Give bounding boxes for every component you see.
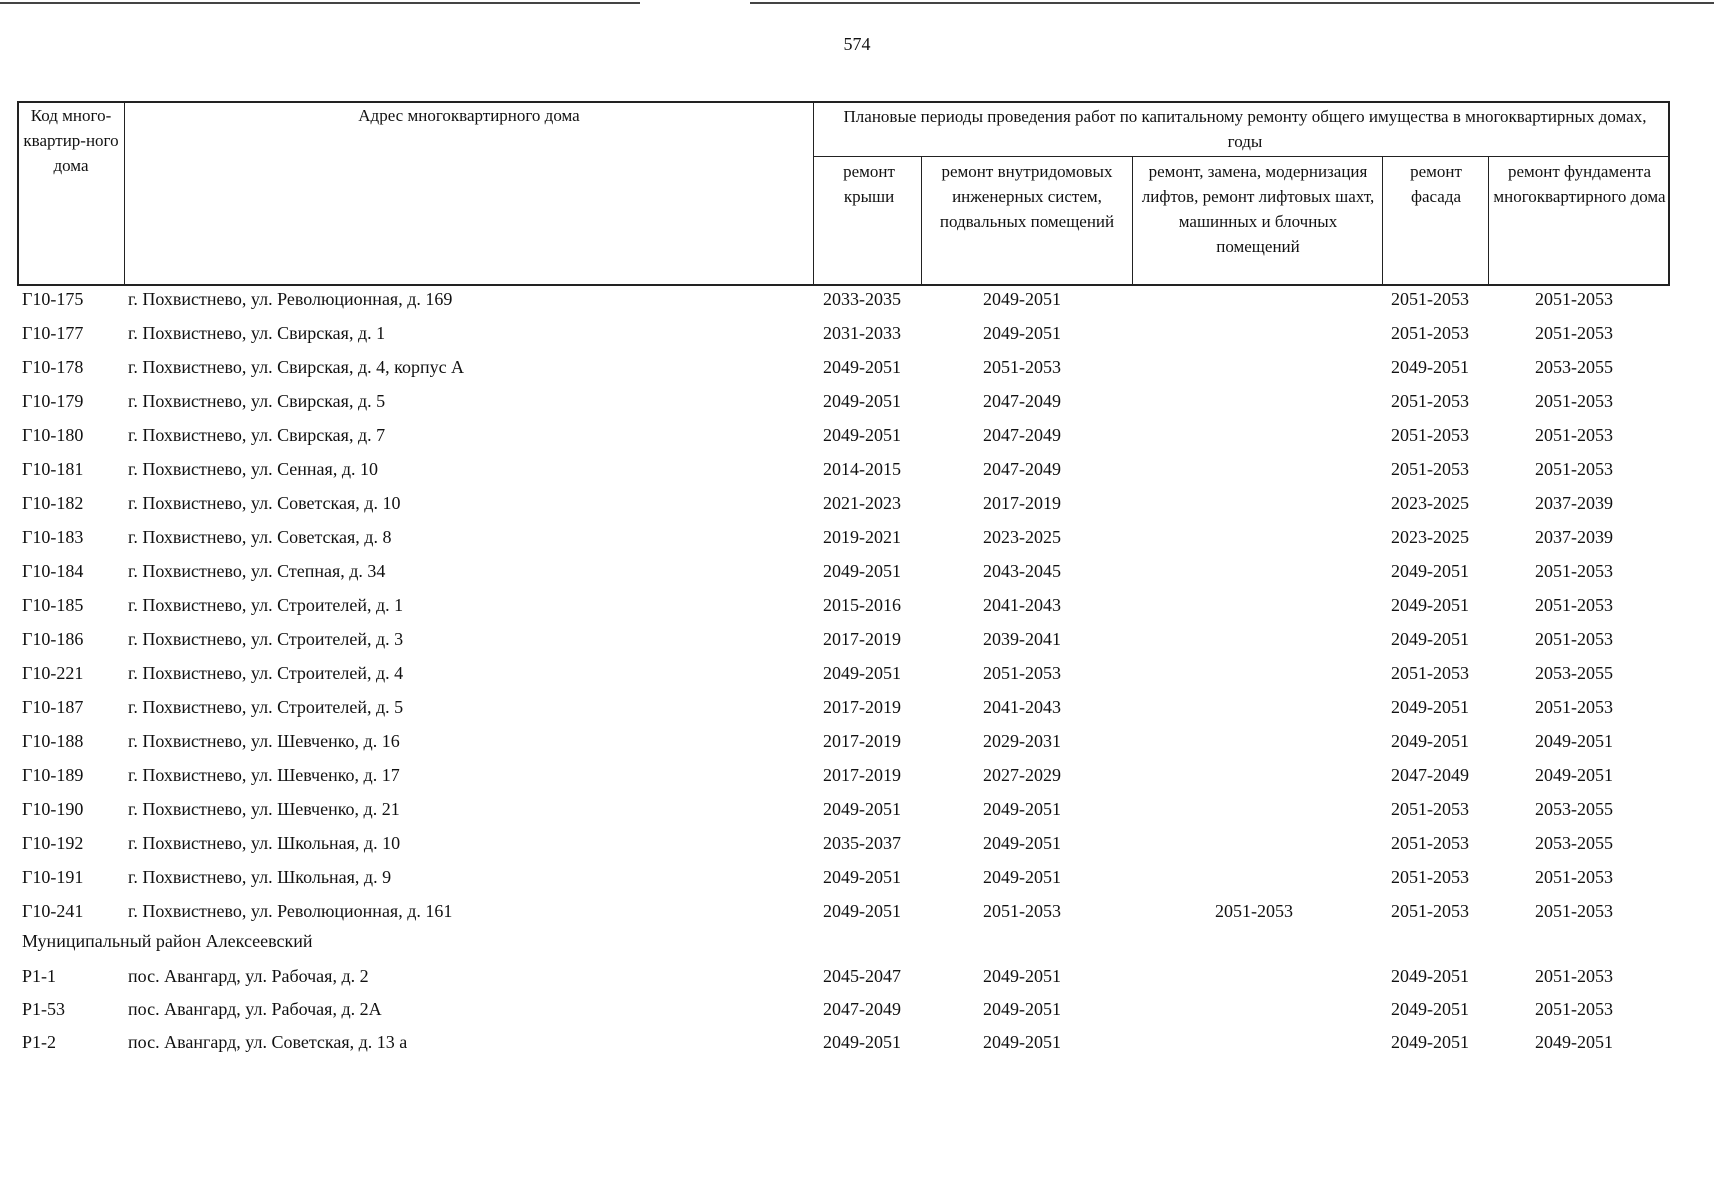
table-row <box>0 384 1714 418</box>
top-rule-right <box>750 2 1714 4</box>
cell-code: Г10-241 <box>22 901 84 921</box>
cell-roof: 2049-2051 <box>823 799 901 819</box>
table-row <box>0 622 1714 656</box>
cell-facade: 2051-2053 <box>1391 833 1469 853</box>
page-number: 574 <box>843 34 871 54</box>
cell-engineering: 2049-2051 <box>983 966 1061 986</box>
cell-engineering: 2049-2051 <box>983 799 1061 819</box>
table-row <box>0 959 1714 993</box>
cell-code: Г10-221 <box>22 663 84 683</box>
cell-roof: 2017-2019 <box>823 765 901 785</box>
cell-foundation: 2053-2055 <box>1535 833 1613 853</box>
cell-code: Г10-184 <box>22 561 84 581</box>
cell-roof: 2049-2051 <box>823 867 901 887</box>
cell-engineering: 2049-2051 <box>983 867 1061 887</box>
cell-engineering: 2047-2049 <box>983 425 1061 445</box>
cell-engineering: 2023-2025 <box>983 527 1061 547</box>
cell-address: г. Похвистнево, ул. Свирская, д. 1 <box>128 323 386 343</box>
cell-code: Г10-177 <box>22 323 84 343</box>
cell-foundation: 2051-2053 <box>1535 425 1613 445</box>
cell-facade: 2049-2051 <box>1391 629 1469 649</box>
cell-code: Г10-189 <box>22 765 84 785</box>
cell-foundation: 2051-2053 <box>1535 901 1613 921</box>
cell-foundation: 2049-2051 <box>1535 765 1613 785</box>
cell-facade: 2051-2053 <box>1391 289 1469 309</box>
cell-facade: 2047-2049 <box>1391 765 1469 785</box>
cell-address: г. Похвистнево, ул. Строителей, д. 4 <box>128 663 404 683</box>
table-row <box>0 520 1714 554</box>
cell-engineering: 2047-2049 <box>983 391 1061 411</box>
cell-roof: 2014-2015 <box>823 459 901 479</box>
cell-address: г. Похвистнево, ул. Степная, д. 34 <box>128 561 386 581</box>
cell-roof: 2049-2051 <box>823 901 901 921</box>
header-engineering: ремонт внутридомовых инженерных систем, подвальных помещений <box>939 162 1115 231</box>
cell-engineering: 2051-2053 <box>983 357 1061 377</box>
cell-address: г. Похвистнево, ул. Шевченко, д. 16 <box>128 731 400 751</box>
cell-roof: 2049-2051 <box>823 391 901 411</box>
cell-foundation: 2037-2039 <box>1535 527 1613 547</box>
cell-code: Г10-192 <box>22 833 84 853</box>
cell-code: Г10-188 <box>22 731 84 751</box>
cell-engineering: 2051-2053 <box>983 663 1061 683</box>
cell-roof: 2015-2016 <box>823 595 901 615</box>
cell-foundation: 2051-2053 <box>1535 999 1613 1019</box>
cell-code: Г10-190 <box>22 799 84 819</box>
header-lifts: ремонт, замена, модернизация лифтов, ремонт лифтовых шахт, машинных и блочных помещений <box>1141 162 1375 256</box>
cell-code: Г10-191 <box>22 867 84 887</box>
table-row <box>0 554 1714 588</box>
cell-engineering: 2041-2043 <box>983 595 1061 615</box>
cell-code: Г10-182 <box>22 493 84 513</box>
table-row <box>0 588 1714 622</box>
cell-foundation: 2051-2053 <box>1535 697 1613 717</box>
cell-roof: 2019-2021 <box>823 527 901 547</box>
cell-roof: 2017-2019 <box>823 731 901 751</box>
table-row <box>0 350 1714 384</box>
cell-code: Г10-179 <box>22 391 84 411</box>
cell-engineering: 2039-2041 <box>983 629 1061 649</box>
cell-foundation: 2049-2051 <box>1535 1032 1613 1052</box>
cell-roof: 2049-2051 <box>823 357 901 377</box>
cell-code: Г10-181 <box>22 459 84 479</box>
section-title: Муниципальный район Алексеевский <box>22 931 313 951</box>
table-row <box>0 992 1714 1026</box>
cell-facade: 2051-2053 <box>1391 799 1469 819</box>
cell-engineering: 2027-2029 <box>983 765 1061 785</box>
header-divider <box>813 101 814 286</box>
cell-facade: 2051-2053 <box>1391 901 1469 921</box>
cell-engineering: 2049-2051 <box>983 833 1061 853</box>
table-row <box>0 316 1714 350</box>
cell-engineering: 2017-2019 <box>983 493 1061 513</box>
cell-facade: 2051-2053 <box>1391 867 1469 887</box>
cell-facade: 2051-2053 <box>1391 391 1469 411</box>
table-row <box>0 792 1714 826</box>
cell-facade: 2049-2051 <box>1391 595 1469 615</box>
cell-engineering: 2043-2045 <box>983 561 1061 581</box>
cell-address: г. Похвистнево, ул. Строителей, д. 5 <box>128 697 404 717</box>
cell-foundation: 2051-2053 <box>1535 289 1613 309</box>
table-row <box>0 724 1714 758</box>
cell-facade: 2051-2053 <box>1391 323 1469 343</box>
table-row <box>0 894 1714 928</box>
table-row <box>0 1025 1714 1059</box>
table-row <box>0 758 1714 792</box>
cell-lifts: 2051-2053 <box>1215 901 1293 921</box>
table-row <box>0 860 1714 894</box>
table-row <box>0 826 1714 860</box>
cell-address: пос. Авангард, ул. Советская, д. 13 а <box>128 1032 408 1052</box>
top-rule-left <box>0 2 640 4</box>
cell-engineering: 2051-2053 <box>983 901 1061 921</box>
cell-facade: 2023-2025 <box>1391 527 1469 547</box>
cell-facade: 2049-2051 <box>1391 999 1469 1019</box>
cell-engineering: 2041-2043 <box>983 697 1061 717</box>
cell-facade: 2051-2053 <box>1391 425 1469 445</box>
cell-roof: 2021-2023 <box>823 493 901 513</box>
cell-facade: 2051-2053 <box>1391 663 1469 683</box>
cell-engineering: 2049-2051 <box>983 999 1061 1019</box>
cell-engineering: 2049-2051 <box>983 323 1061 343</box>
cell-foundation: 2051-2053 <box>1535 629 1613 649</box>
header-divider <box>921 156 922 286</box>
cell-roof: 2049-2051 <box>823 561 901 581</box>
cell-code: Г10-187 <box>22 697 84 717</box>
cell-address: г. Похвистнево, ул. Советская, д. 8 <box>128 527 392 547</box>
cell-foundation: 2053-2055 <box>1535 799 1613 819</box>
cell-foundation: 2053-2055 <box>1535 663 1613 683</box>
cell-roof: 2017-2019 <box>823 629 901 649</box>
table-row <box>0 486 1714 520</box>
cell-code: Р1-2 <box>22 1032 57 1052</box>
cell-address: г. Похвистнево, ул. Свирская, д. 4, корпус А <box>128 357 465 377</box>
header-periods-title: Плановые периоды проведения работ по капитальному ремонту общего имущества в многоквартирных домах, годы <box>843 107 1647 151</box>
header-divider <box>813 156 1670 157</box>
cell-engineering: 2049-2051 <box>983 289 1061 309</box>
cell-roof: 2033-2035 <box>823 289 901 309</box>
cell-roof: 2017-2019 <box>823 697 901 717</box>
cell-address: г. Похвистнево, ул. Сенная, д. 10 <box>128 459 378 479</box>
header-divider <box>1132 156 1133 286</box>
cell-foundation: 2037-2039 <box>1535 493 1613 513</box>
cell-foundation: 2053-2055 <box>1535 357 1613 377</box>
cell-roof: 2047-2049 <box>823 999 901 1019</box>
cell-code: Г10-183 <box>22 527 84 547</box>
header-divider <box>1382 156 1383 286</box>
cell-address: г. Похвистнево, ул. Революционная, д. 169 <box>128 289 453 309</box>
cell-roof: 2035-2037 <box>823 833 901 853</box>
cell-engineering: 2029-2031 <box>983 731 1061 751</box>
header-facade: ремонт фасада <box>1410 162 1462 206</box>
cell-foundation: 2051-2053 <box>1535 867 1613 887</box>
cell-foundation: 2051-2053 <box>1535 323 1613 343</box>
cell-address: г. Похвистнево, ул. Школьная, д. 10 <box>128 833 401 853</box>
cell-facade: 2051-2053 <box>1391 459 1469 479</box>
cell-address: пос. Авангард, ул. Рабочая, д. 2А <box>128 999 382 1019</box>
cell-address: г. Похвистнево, ул. Шевченко, д. 21 <box>128 799 400 819</box>
cell-code: Г10-175 <box>22 289 84 309</box>
cell-address: г. Похвистнево, ул. Шевченко, д. 17 <box>128 765 400 785</box>
cell-facade: 2023-2025 <box>1391 493 1469 513</box>
table-row <box>0 452 1714 486</box>
cell-foundation: 2051-2053 <box>1535 459 1613 479</box>
cell-foundation: 2051-2053 <box>1535 391 1613 411</box>
cell-engineering: 2049-2051 <box>983 1032 1061 1052</box>
cell-roof: 2031-2033 <box>823 323 901 343</box>
cell-address: г. Похвистнево, ул. Строителей, д. 3 <box>128 629 404 649</box>
cell-code: Г10-186 <box>22 629 84 649</box>
cell-address: г. Похвистнево, ул. Свирская, д. 7 <box>128 425 386 445</box>
cell-foundation: 2051-2053 <box>1535 595 1613 615</box>
cell-facade: 2049-2051 <box>1391 357 1469 377</box>
cell-facade: 2049-2051 <box>1391 731 1469 751</box>
cell-address: г. Похвистнево, ул. Революционная, д. 161 <box>128 901 453 921</box>
cell-code: Г10-185 <box>22 595 84 615</box>
table-row <box>0 656 1714 690</box>
cell-foundation: 2051-2053 <box>1535 966 1613 986</box>
header-roof: ремонт крыши <box>843 162 895 206</box>
cell-roof: 2049-2051 <box>823 1032 901 1052</box>
cell-code: Р1-1 <box>22 966 57 986</box>
cell-facade: 2049-2051 <box>1391 966 1469 986</box>
cell-code: Г10-178 <box>22 357 84 377</box>
cell-facade: 2049-2051 <box>1391 1032 1469 1052</box>
cell-address: г. Похвистнево, ул. Свирская, д. 5 <box>128 391 386 411</box>
header-divider <box>124 101 125 286</box>
cell-address: пос. Авангард, ул. Рабочая, д. 2 <box>128 966 369 986</box>
cell-foundation: 2051-2053 <box>1535 561 1613 581</box>
cell-address: г. Похвистнево, ул. Школьная, д. 9 <box>128 867 392 887</box>
header-divider <box>1488 156 1489 286</box>
cell-code: Г10-180 <box>22 425 84 445</box>
cell-address: г. Похвистнево, ул. Советская, д. 10 <box>128 493 401 513</box>
cell-roof: 2049-2051 <box>823 425 901 445</box>
cell-code: Р1-53 <box>22 999 66 1019</box>
cell-roof: 2049-2051 <box>823 663 901 683</box>
cell-roof: 2045-2047 <box>823 966 901 986</box>
header-code: Код много-квартир-ного дома <box>23 106 119 175</box>
table-row <box>0 282 1714 316</box>
table-row <box>0 690 1714 724</box>
table-row <box>0 418 1714 452</box>
cell-address: г. Похвистнево, ул. Строителей, д. 1 <box>128 595 404 615</box>
cell-facade: 2049-2051 <box>1391 561 1469 581</box>
cell-foundation: 2049-2051 <box>1535 731 1613 751</box>
header-address: Адрес многоквартирного дома <box>358 106 580 125</box>
cell-facade: 2049-2051 <box>1391 697 1469 717</box>
cell-engineering: 2047-2049 <box>983 459 1061 479</box>
header-foundation: ремонт фундамента многоквартирного дома <box>1493 162 1666 206</box>
